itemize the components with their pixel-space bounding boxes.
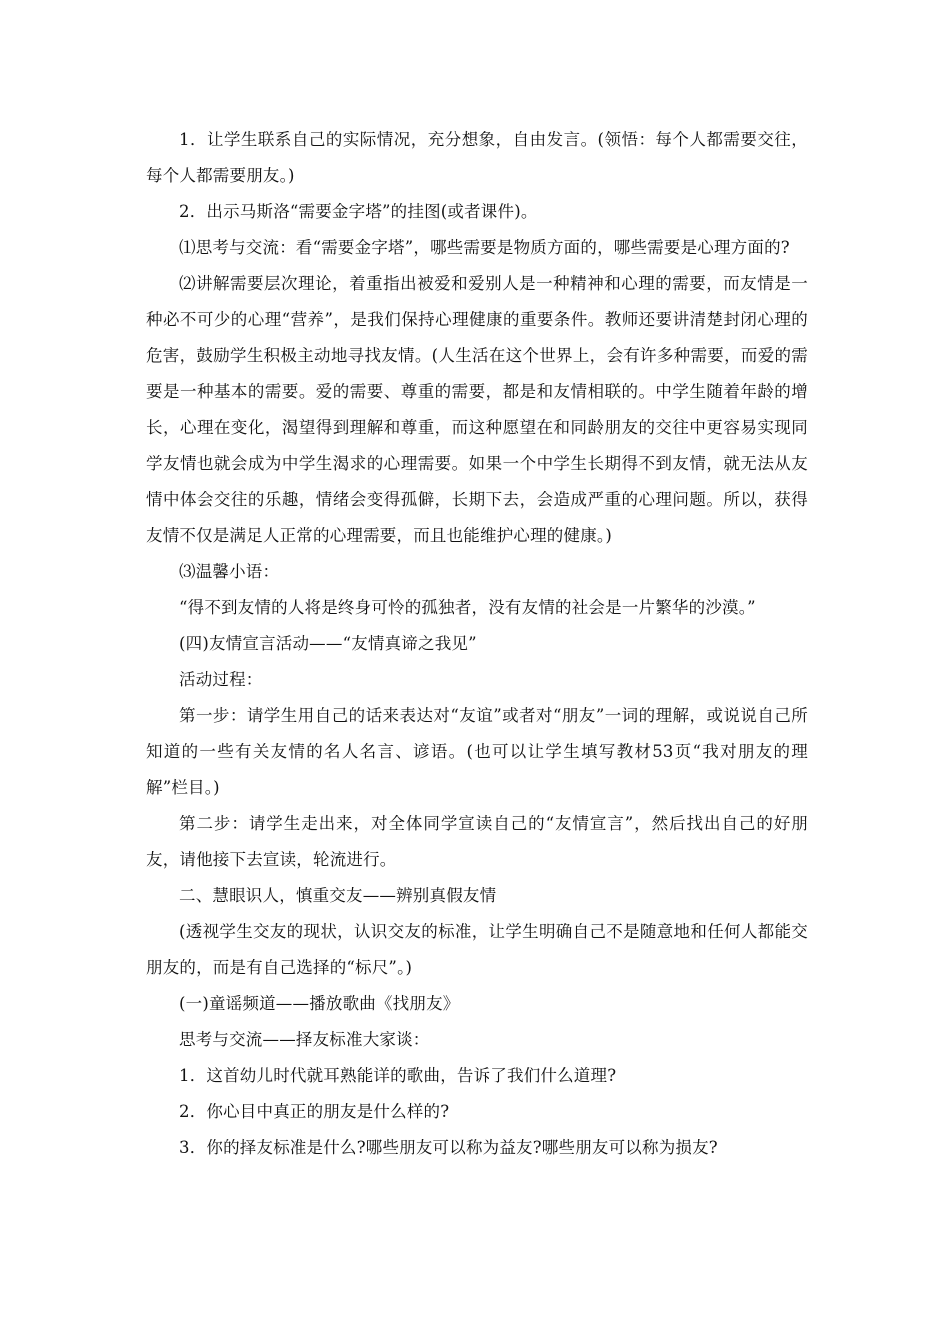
paragraph-12: (透视学生交友的现状，认识交友的标准，让学生明确自己不是随意地和任何人都能交朋友的，而是有自己选择的“标尺”。)	[146, 922, 808, 977]
paragraph-9: 第一步：请学生用自己的话来表达对“友谊”或者对“朋友”一词的理解，或说说自己所知道的一些有关友情的名人名言、谚语。(也可以让学生填写教材53页“我对朋友的理解”栏目。)	[146, 706, 808, 797]
subsection-heading-1: (一)童谣频道——播放歌曲《找朋友》	[179, 994, 460, 1013]
paragraph-8: 活动过程：	[179, 670, 263, 689]
paragraph-4: ⑵讲解需要层次理论，着重指出被爱和爱别人是一种精神和心理的需要，而友情是一种必不可少的心理“营养”，是我们保持心理健康的重要条件。教师还要讲清楚封闭心理的危害，鼓励学生积极主动地寻找友情。(人生活在这个世界上，会有许多种需要，而爱的需要是一种基本的需要。爱的需要、尊重的需要，都是和友情相联的。中学生随着年龄的增长，心理在变化，渴望得到理解和尊重，而这种愿望在和同龄朋友的交往中更容易实现同学友情也就会成为中学生渴求的心理需要。如果一个中学生长期得不到友情，就无法从友情中体会交往的乐趣，情绪会变得孤僻，长期下去，会造成严重的心理问题。所以，获得友情不仅是满足人正常的心理需要，而且也能维护心理的健康。)	[146, 274, 808, 545]
paragraph-14: 思考与交流——择友标准大家谈：	[179, 1030, 430, 1049]
section-heading-2: 二、慧眼识人，慎重交友——辨别真假友情	[179, 886, 497, 905]
paragraph-7: (四)友情宣言活动——“友情真谛之我见”	[179, 634, 477, 653]
paragraph-3: ⑴思考与交流：看“需要金字塔”，哪些需要是物质方面的，哪些需要是心理方面的?	[179, 238, 790, 257]
paragraph-6: “得不到友情的人将是终身可怜的孤独者，没有友情的社会是一片繁华的沙漠。”	[179, 598, 756, 617]
paragraph-5: ⑶温馨小语：	[179, 562, 280, 581]
paragraph-1: 1．让学生联系自己的实际情况，充分想象，自由发言。(领悟：每个人都需要交往，每个人都需要朋友。)	[146, 130, 808, 185]
document-page	[146, 122, 808, 1166]
paragraph-10: 第二步：请学生走出来，对全体同学宣读自己的“友情宣言”，然后找出自己的好朋友，请他接下去宣读，轮流进行。	[146, 814, 808, 869]
question-2: 2．你心目中真正的朋友是什么样的?	[179, 1102, 450, 1121]
paragraph-2: 2．出示马斯洛“需要金字塔”的挂图(或者课件)。	[179, 202, 538, 221]
question-3: 3．你的择友标准是什么?哪些朋友可以称为益友?哪些朋友可以称为损友?	[179, 1138, 718, 1157]
question-1: 1．这首幼儿时代就耳熟能详的歌曲，告诉了我们什么道理?	[179, 1066, 617, 1085]
